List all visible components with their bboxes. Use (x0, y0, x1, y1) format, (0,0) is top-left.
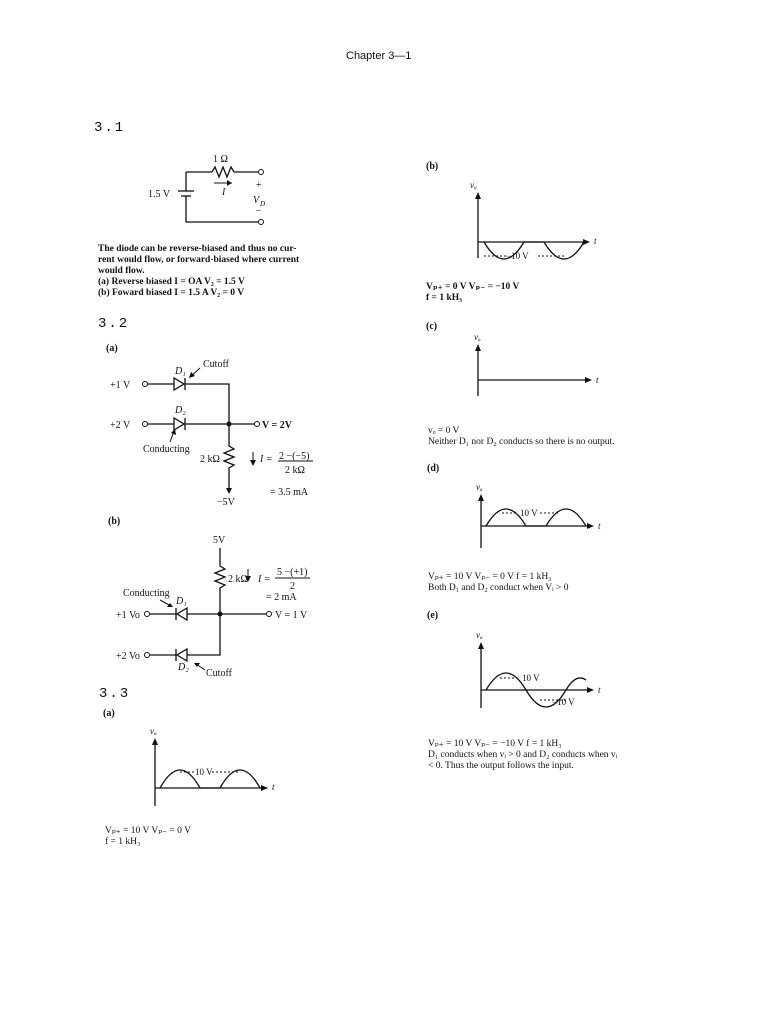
page-title: Chapter 3—1 (346, 50, 412, 62)
vout-label: V = 1 V (275, 610, 308, 621)
label-3-2-b: (b) (108, 516, 121, 527)
vneg-label: −5V (217, 497, 235, 508)
section-heading-3-1: 3.1 (94, 120, 126, 136)
v2-label: +2 Vo (116, 651, 140, 662)
current-label: I (222, 187, 226, 198)
d1-label: D₁ (176, 596, 187, 607)
text-3-1-line-4: (a) Reverse biased I = OA V₂ = 1.5 V (98, 277, 245, 287)
eq-result: = 2 mA (266, 592, 297, 603)
vd-label: V (253, 195, 260, 206)
minus-label: − (256, 206, 262, 217)
d2-label: D₂ (175, 405, 186, 416)
eq-numerator: 5 −(+1) (277, 567, 308, 578)
d1-label: D₁ (175, 366, 186, 377)
t-axis-label: t (272, 782, 275, 792)
plus-label: + (256, 180, 262, 191)
text-3-1-line-1: The diode can be reverse-biased and thus no cur- (98, 244, 297, 254)
v2-label: +2 V (110, 420, 131, 431)
vd-subscript: D (260, 200, 266, 208)
v1-label: +1 V (110, 380, 131, 391)
caption-3-3-e-3: < 0. Thus the output follows the input. (428, 761, 574, 771)
caption-3-3-b-1: Vₚ₊ = 0 V Vₚ₋ = −10 V (426, 282, 520, 292)
text-3-1-line-2: rent would flow, or forward-biased where current (98, 255, 300, 265)
caption-3-3-d-1: Vₚ₊ = 10 V Vₚ₋ = 0 V f = 1 kH₃ (428, 572, 552, 582)
label-3-3-b: (b) (426, 161, 439, 172)
y-axis-arrow-icon (478, 642, 484, 649)
t-axis-label: t (598, 685, 601, 695)
source-label: 1.5 V (148, 189, 171, 200)
x-axis-arrow-icon (587, 687, 594, 693)
label-3-2-a: (a) (106, 343, 118, 354)
vo-axis-label: vₒ (476, 630, 483, 640)
t-axis-label: t (594, 236, 597, 246)
amplitude-label: −10 V (506, 251, 529, 261)
vtop-label: 5V (213, 535, 226, 546)
caption-3-3-e-1: Vₚ₊ = 10 V Vₚ₋ = −10 V f = 1 kH₃ (428, 739, 562, 749)
eq-denominator: 2 (290, 581, 295, 592)
vout-label: V = 2V (262, 420, 292, 431)
eq-denominator: 2 kΩ (285, 465, 305, 476)
amplitude-label: 10 V (522, 673, 540, 683)
eq-lhs: I = (258, 574, 271, 585)
v1-label: +1 Vo (116, 610, 140, 621)
caption-3-3-c-1: vₒ = 0 V (428, 426, 460, 436)
eq-numerator: 2 −(−5) (279, 451, 310, 462)
caption-3-3-a-2: f = 1 kH₃ (105, 837, 141, 847)
conducting-label: Conducting (143, 444, 190, 455)
caption-3-3-c-2: Neither D₁ nor D₂ conducts so there is no output. (428, 437, 615, 447)
label-3-3-e: (e) (427, 610, 439, 621)
resistor-label: 1 Ω (213, 154, 228, 165)
caption-3-3-d-2: Both D₁ and D₂ conduct when Vᵢ > 0 (428, 583, 569, 593)
resistor-label: 2 kΩ (200, 454, 220, 465)
label-3-3-c: (c) (426, 321, 438, 332)
negative-amplitude-label: −10 V (552, 697, 575, 707)
resistor-label: 2 kΩ (228, 574, 248, 585)
section-heading-3-3: 3.3 (99, 686, 131, 702)
caption-3-3-b-2: f = 1 kH₃ (426, 293, 462, 303)
vo-axis-label: vₒ (150, 726, 157, 736)
t-axis-label: t (598, 521, 601, 531)
section-heading-3-2: 3.2 (98, 316, 130, 332)
t-axis-label: t (596, 375, 599, 385)
vo-axis-label: vₒ (476, 482, 483, 492)
vo-axis-label: vₒ (474, 332, 481, 342)
text-3-1-line-3: would flow. (98, 266, 145, 276)
d2-label: D₂ (178, 662, 189, 673)
amplitude-label: 10 V (195, 767, 213, 777)
cutoff-label: Cutoff (203, 359, 229, 370)
vo-axis-label: vₒ (470, 180, 477, 190)
label-3-3-a: (a) (103, 708, 115, 719)
conducting-label: Conducting (123, 588, 170, 599)
caption-3-3-a-1: Vₚ₊ = 10 V Vₚ₋ = 0 V (105, 826, 191, 836)
label-3-3-d: (d) (427, 463, 440, 474)
amplitude-label: 10 V (520, 508, 538, 518)
eq-result: = 3.5 mA (270, 487, 309, 498)
eq-lhs: I = (260, 454, 273, 465)
cutoff-label: Cutoff (206, 668, 232, 679)
caption-3-3-e-2: D₁ conducts when vᵢ > 0 and D₂ conducts when vᵢ (428, 750, 618, 760)
text-3-1-line-5: (b) Foward biased I = 1.5 A V₂ = 0 V (98, 288, 245, 298)
